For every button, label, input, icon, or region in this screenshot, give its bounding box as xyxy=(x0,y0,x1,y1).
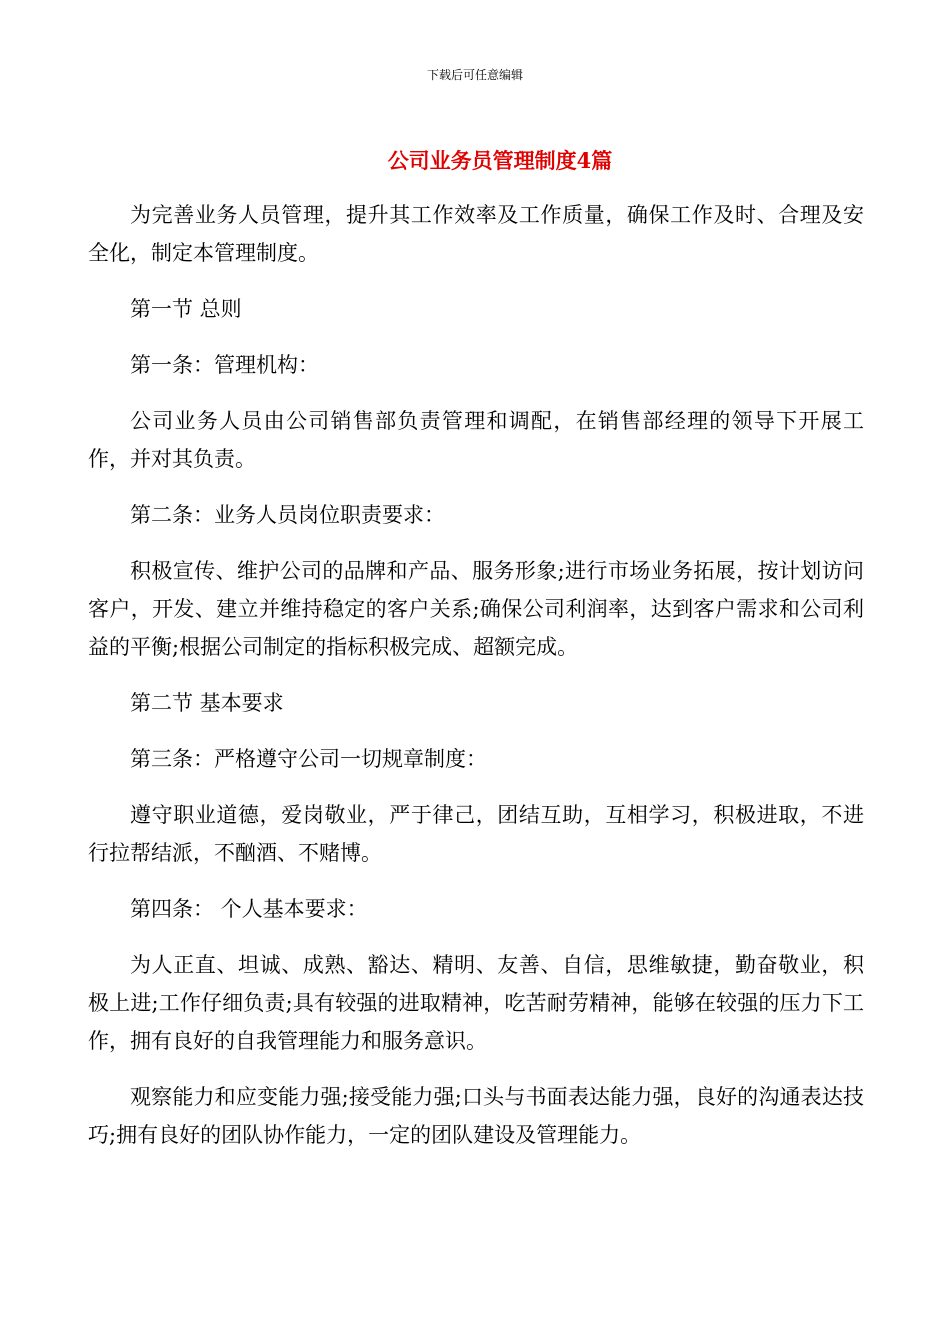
paragraph-article-2: 积极宣传、维护公司的品牌和产品、服务形象;进行市场业务拓展，按计划访问客户，开发、建立并维持稳定的客户关系;确保公司利润率，达到客户需求和公司利益的平衡;根据公司制定的指标积极完成、超额完成。 xyxy=(88,559,864,659)
article-heading-1: 第一条：管理机构： xyxy=(130,353,319,377)
paragraph-article-4b: 观察能力和应变能力强;接受能力强;口头与书面表达能力强，良好的沟通表达技巧;拥有良好的团队协作能力，一定的团队建设及管理能力。 xyxy=(88,1085,864,1147)
paragraph-article-4a: 为人正直、坦诚、成熟、豁达、精明、友善、自信，思维敏捷，勤奋敬业，积极上进;工作仔细负责;具有较强的进取精神，吃苦耐劳精神，能够在较强的压力下工作，拥有良好的自我管理能力和服务意识。 xyxy=(88,953,864,1053)
article-heading-2: 第二条：业务人员岗位职责要求： xyxy=(130,503,445,527)
header-note: 下载后可任意编辑 xyxy=(426,68,523,82)
section-heading-basic: 第二节 基本要求 xyxy=(130,691,284,715)
document-body xyxy=(88,196,864,1172)
paragraph-article-1: 公司业务人员由公司销售部负责管理和调配，在销售部经理的领导下开展工作，并对其负责。 xyxy=(88,409,864,471)
document-title: 公司业务员管理制度4篇 xyxy=(387,148,613,173)
article-heading-3: 第三条：严格遵守公司一切规章制度： xyxy=(130,747,487,771)
article-heading-4: 第四条： 个人基本要求： xyxy=(130,897,368,921)
paragraph-article-3: 遵守职业道德，爱岗敬业，严于律己，团结互助，互相学习，积极进取，不进行拉帮结派，不酗酒、不赌博。 xyxy=(88,803,864,865)
paragraph-intro: 为完善业务人员管理，提升其工作效率及工作质量，确保工作及时、合理及安全化，制定本管理制度。 xyxy=(88,203,864,265)
section-heading-general: 第一节 总则 xyxy=(130,297,242,321)
